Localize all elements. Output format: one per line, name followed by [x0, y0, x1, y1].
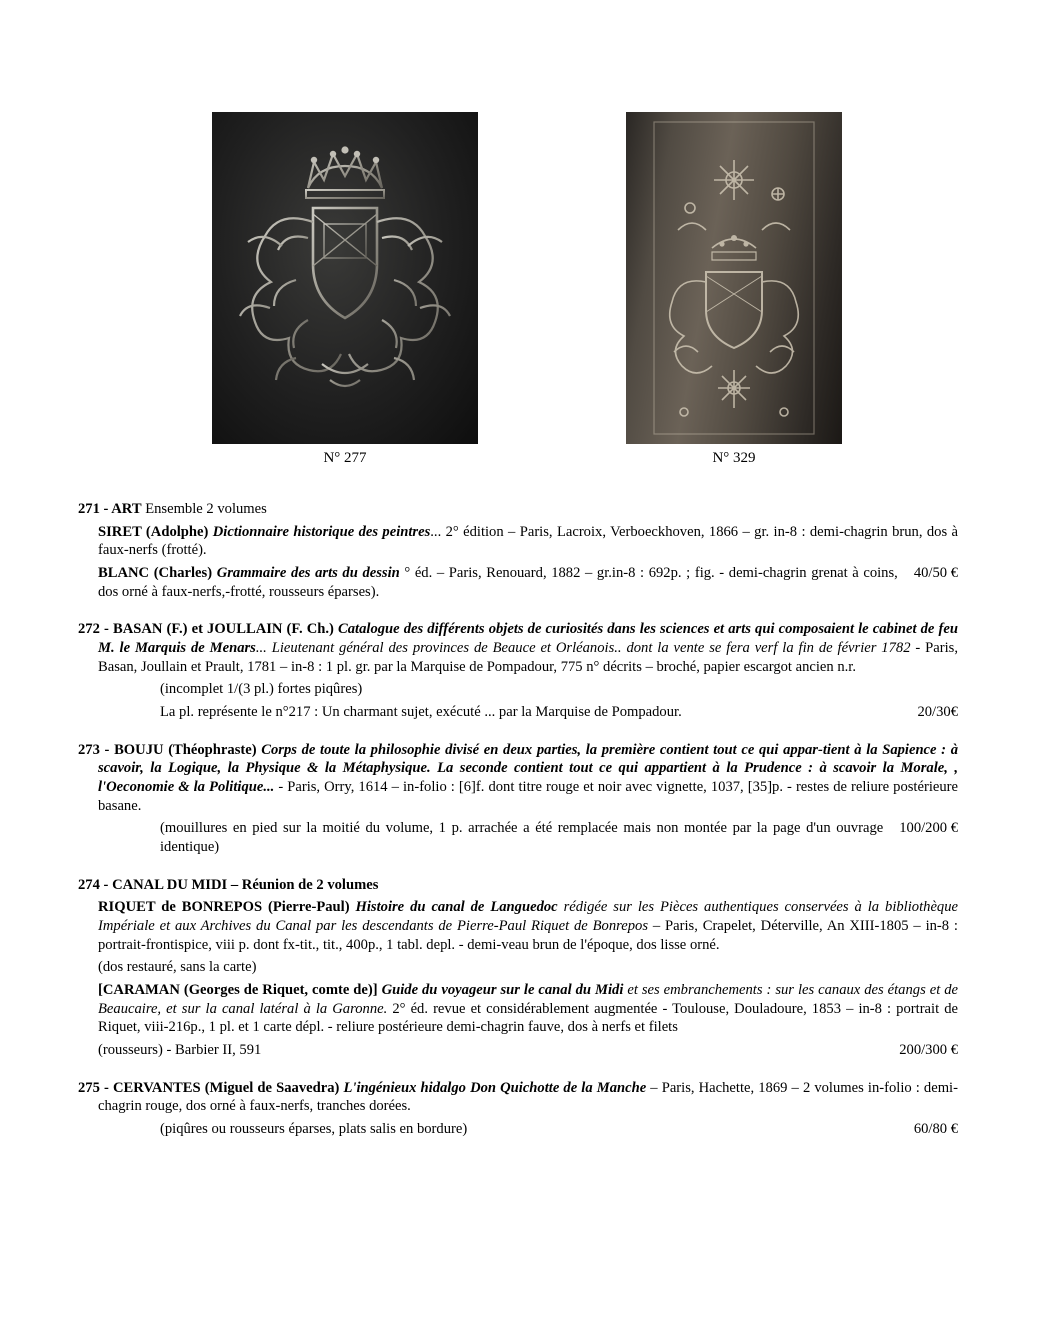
plate-caption-left: N° 277 — [323, 450, 367, 466]
lot-274 — [78, 876, 958, 1060]
lot-274-entry-2-note — [98, 1041, 958, 1060]
lot-275-heading — [78, 1079, 958, 1116]
lot-rest: - Paris, Basan, Joullain et Prault, 1781 – in-8 : 1 pl. gr. par la Marquise de Pompadour, 775 n° décrits – broché, papier escargot ancien n.r. — [98, 640, 958, 675]
lot-work-bold-italic: L'ingénieux hidalgo Don Quichotte de la Manche — [343, 1079, 647, 1096]
lot-272-note-1: (incomplet 1/(3 pl.) fortes piqûres) — [160, 681, 363, 698]
lot-272-note-2 — [160, 703, 958, 722]
entry-work-bold-italic: Guide du voyageur sur le canal du Midi — [381, 982, 624, 999]
lot-274-entry-1-note: (dos restauré, sans la carte) — [98, 959, 257, 976]
plate-caption-right: N° 329 — [712, 450, 756, 466]
lot-271-entry-1 — [98, 523, 958, 560]
entry-rest: 2° éd. revue et considérablement augmentée - Toulouse, Douladoure, 1853 – in-8 : portrait de Riquet, viii-216p., 1 pl. et 1 carte dépl. - reliure postérieure demi-chagrin fauve, dos à nerfs et filets — [98, 1000, 958, 1036]
entry-author: [CARAMAN (Georges de Riquet, comte de)] — [98, 982, 382, 999]
lot-rest: - Paris, Orry, 1614 – in-folio : [6]f. dont titre rouge et noir avec vignette, 1037, [35]p. - restes de reliure postérieure basane. — [98, 779, 958, 814]
lot-number: 274 - — [78, 876, 113, 893]
lot-work-bold-italic: Corps de toute la philosophie divisé en deux parties, la première contient tout ce qui appar-tient à la Sapience : à scavoir, la Logique, la Physique & la Métaphysique. La seconde contient tout ce qui appartient à la Prudence : à scavoir la Morale, , l'Oeconomie & la Politique... — [98, 741, 958, 796]
entry-author: RIQUET de BONREPOS (Pierre-Paul) — [98, 899, 356, 916]
lot-274-heading — [78, 876, 958, 895]
lot-price: 100/200 € — [899, 820, 958, 837]
entry-rest: ° éd. – Paris, Renouard, 1882 – gr.in-8 : 692p. ; fig. - demi-chagrin grenat à coins, dos orné à faux-nerfs,-frotté, rousseurs éparses). — [98, 565, 898, 600]
note-text: (piqûres ou rousseurs éparses, plats salis en bordure) — [160, 1121, 468, 1138]
entry-rest: – Paris, Crapelet, Déterville, An XIII-1805 – in-8 : portrait-frontispice, viii p. dont fx-tit., tit., 400p., 1 tabl. depl. - demi-veau brun de l'époque, dos lisse orné. — [98, 918, 958, 953]
lot-272-heading — [78, 620, 958, 676]
note-text: (rousseurs) - Barbier II, 591 — [98, 1042, 262, 1059]
lot-271 — [78, 500, 958, 601]
entry-work: Grammaire des arts du dessin — [216, 565, 400, 582]
armorial-stamp-illustration — [212, 112, 478, 444]
lot-273-note-1 — [160, 819, 958, 856]
lot-271-heading — [78, 500, 958, 519]
lot-273 — [78, 741, 958, 857]
lot-number: 275 - — [78, 1079, 113, 1096]
catalogue-entries — [78, 500, 958, 1158]
plate-image-277 — [212, 112, 478, 444]
entry-author: BLANC (Charles) — [98, 565, 217, 582]
lot-title: CERVANTES (Miguel de Saavedra) — [112, 1079, 344, 1096]
lot-number: 273 - — [78, 741, 115, 758]
note-text: (mouillures en pied sur la moitié du volume, 1 p. arrachée a été remplacée mais non montée par la page d'un ouvrage identique) — [160, 820, 884, 856]
entry-work: Dictionnaire historique des peintres — [212, 523, 431, 540]
lot-title: BOUJU (Théophraste) — [114, 741, 262, 758]
lot-number: 272 - — [78, 621, 113, 638]
lot-number: 271 - — [78, 501, 112, 517]
lot-rest: – Paris, Hachette, 1869 – 2 volumes in-folio : demi-chagrin rouge, dos orné à faux-nerfs, tranches dorées. — [98, 1079, 958, 1115]
lot-271-entry-2 — [98, 564, 958, 601]
lot-price: 200/300 € — [899, 1042, 958, 1059]
note-text: La pl. représente le n°217 : Un charmant sujet, exécuté ... par la Marquise de Pompadour. — [160, 704, 682, 721]
entry-work-bold-italic: Histoire du canal de Languedoc — [355, 899, 558, 916]
lot-275-note-1 — [160, 1120, 958, 1139]
lot-272 — [78, 620, 958, 721]
lot-price: 60/80 € — [913, 1121, 958, 1138]
entry-author: SIRET (Adolphe) — [98, 523, 213, 540]
lot-title: CANAL DU MIDI – Réunion de 2 volumes — [112, 876, 379, 893]
lot-work-italic: ... Lieutenant général des provinces de Beauce et Orléanois.. dont la vente se fera verf la fin de février 1782 — [255, 640, 911, 657]
lot-price: 20/30€ — [917, 704, 958, 721]
entry-rest: ... 2° édition – Paris, Lacroix, Verboeckhoven, 1866 – gr. in-8 : demi-chagrin brun, dos à faux-nerfs (frotté). — [98, 523, 958, 559]
lot-274-entry-2 — [98, 981, 958, 1037]
lot-head-rest: Ensemble 2 volumes — [141, 501, 267, 517]
book-spine-illustration — [626, 112, 842, 444]
entry-work-italic: rédigée sur les Pièces authentiques conservées à la bibliothèque Impériale et aux Archives du Canal par les descendants de Pierre-Paul Riquet de Bonrepos — [98, 899, 958, 935]
lot-273-heading — [78, 741, 958, 816]
lot-price: 40/50 € — [913, 565, 958, 582]
lot-title: BASAN (F.) et JOULLAIN (F. Ch.) — [112, 621, 339, 638]
plate-figures — [0, 112, 1042, 482]
lot-275 — [78, 1079, 958, 1139]
lot-274-entry-1 — [98, 898, 958, 954]
entry-work-italic: et ses embranchements : sur les canaux des étangs et de Beaucaire, et sur la canal latéral à la Garonne. — [98, 982, 958, 1017]
plate-image-329 — [626, 112, 842, 444]
lot-title: ART — [111, 501, 142, 517]
lot-work-bold-italic: Catalogue des différents objets de curiosités dans les sciences et arts qui composaient le cabinet de feu M. le Marquis de Menars — [98, 621, 958, 657]
